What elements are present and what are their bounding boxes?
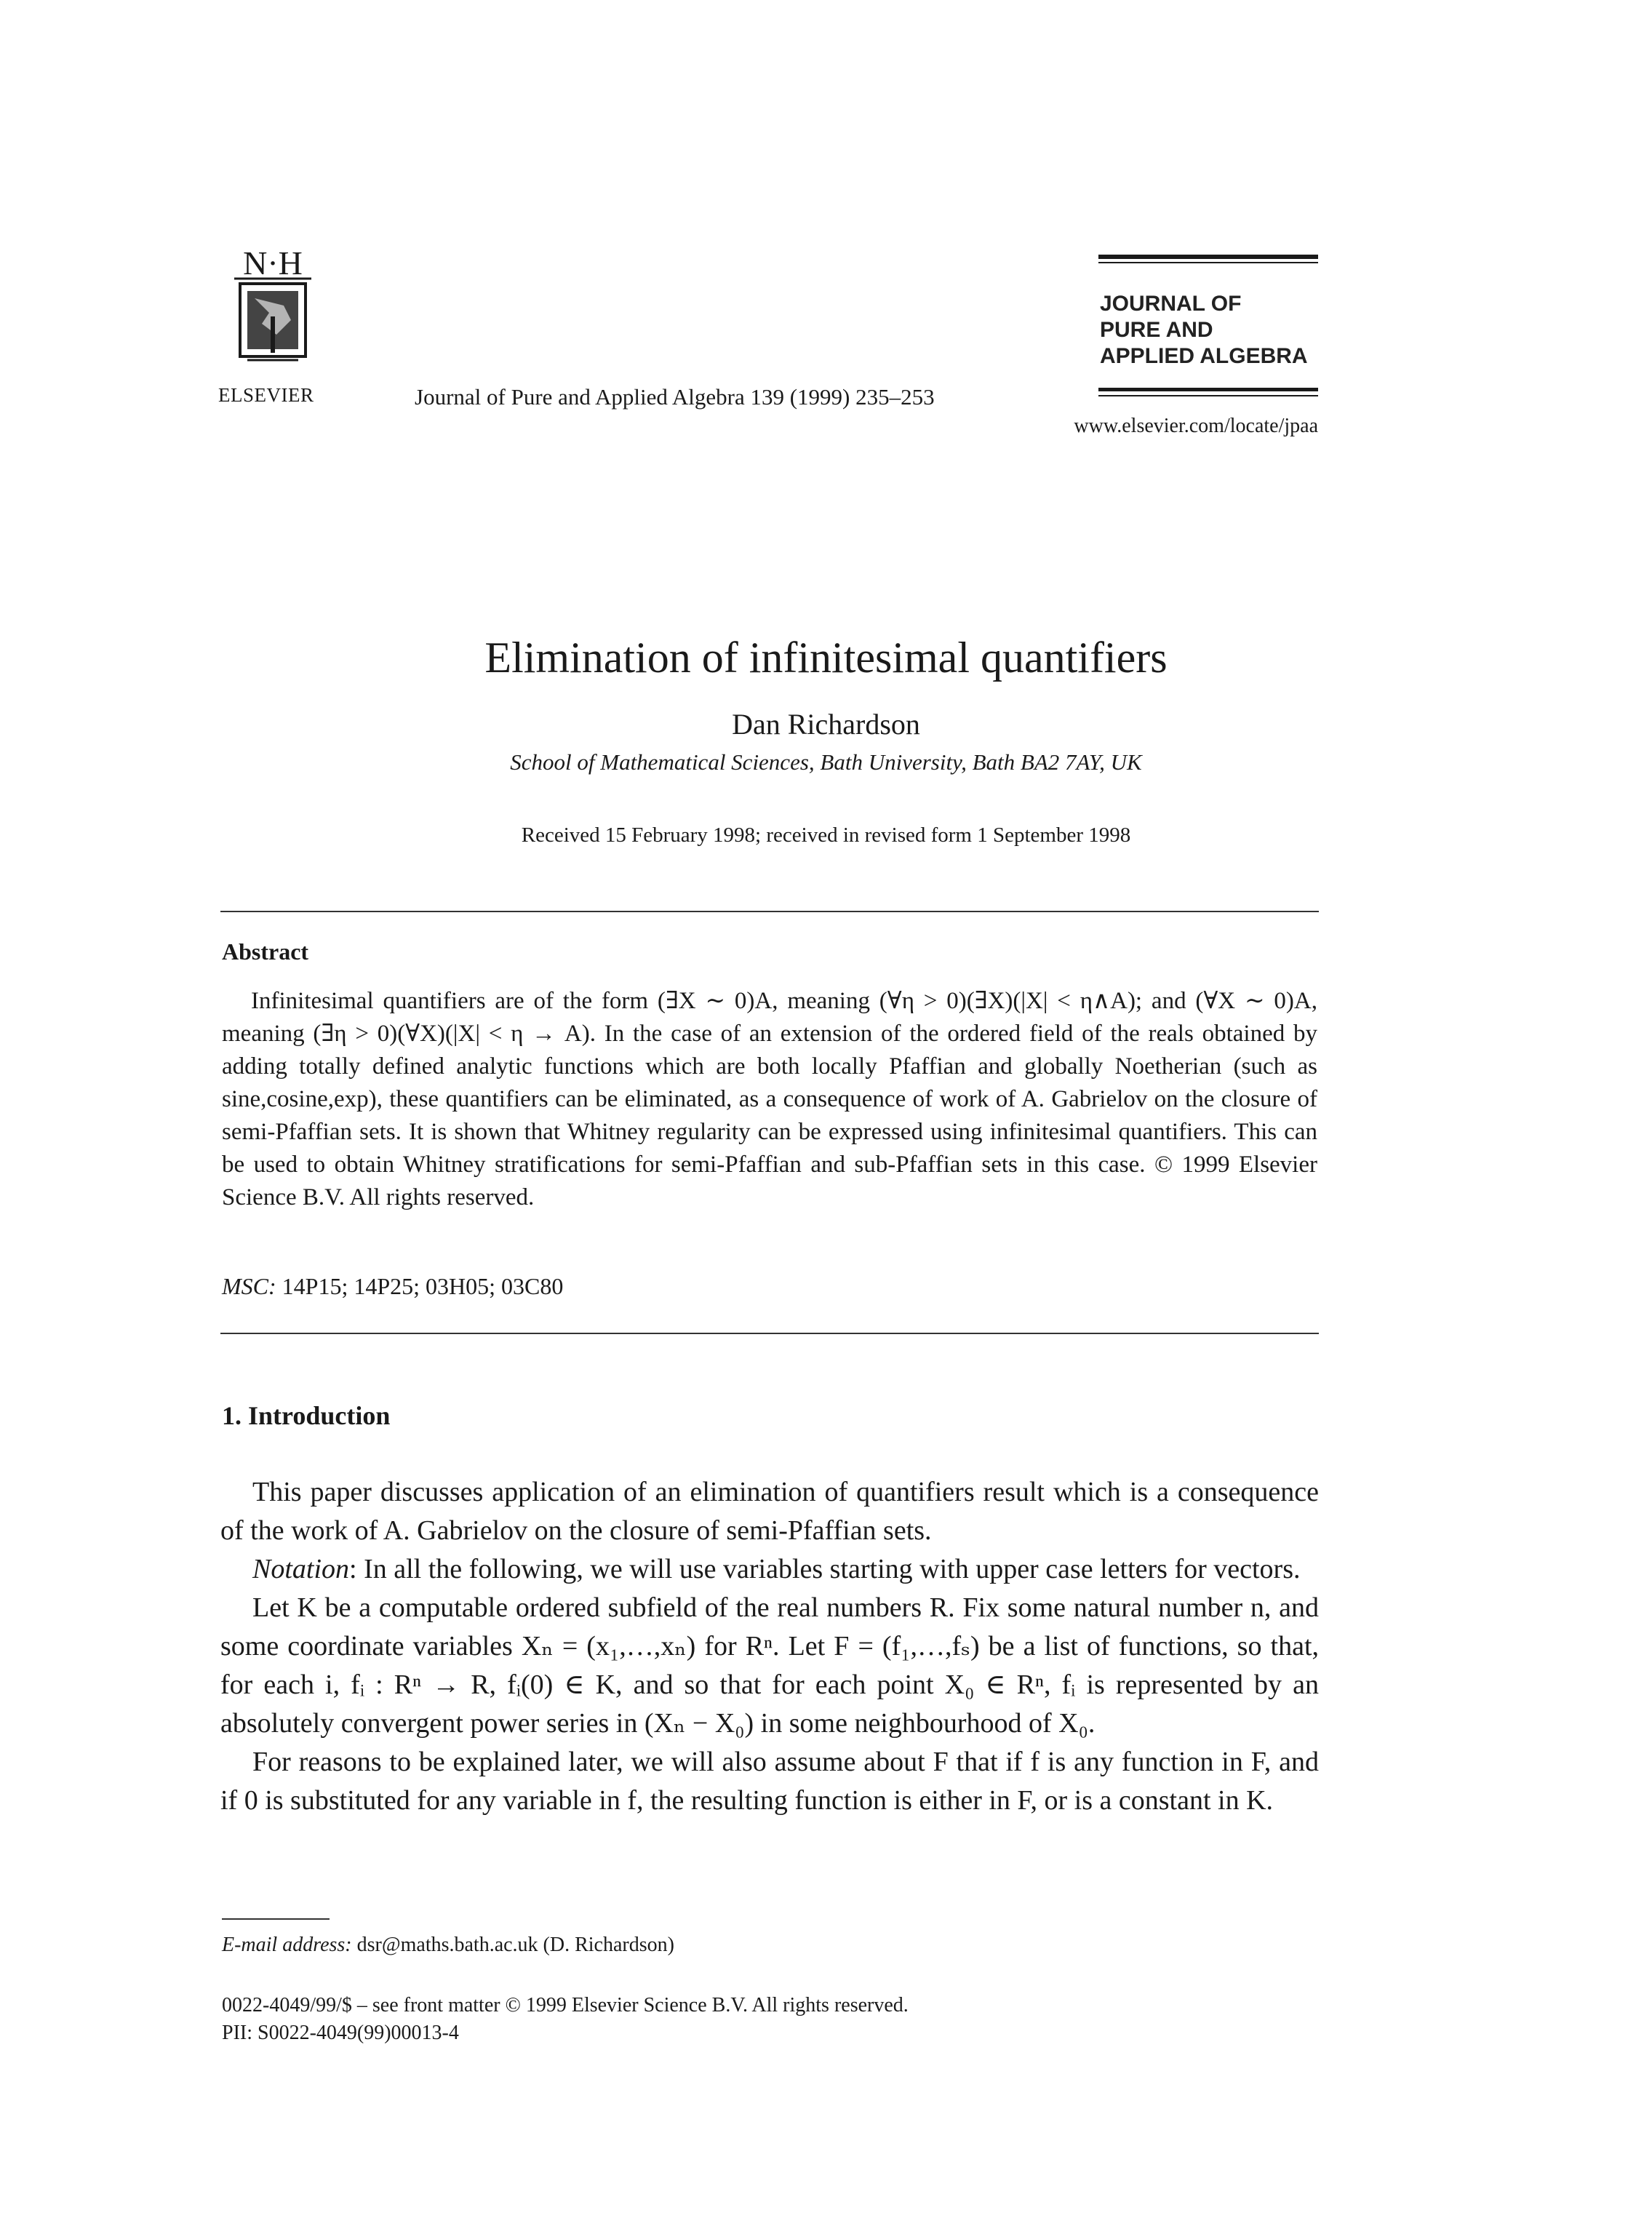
article-author: Dan Richardson <box>732 708 920 741</box>
abstract-text: Infinitesimal quantifiers are of the form (∃X ∼ 0)A, meaning (∀η > 0)(∃X)(|X| < η∧A); and (∀X ∼ 0)A, meaning (∃η > 0)(∀X)(|X| < η → A). In the case of an extension of the ordered field of the reals obtained by adding totally defined analytic functions which are both locally Pfaffian and globally Noetherian (such as sine,cosine,exp), these quantifiers can be eliminated, as a consequence of work of A. Gabrielov on the closure of semi-Pfaffian sets. It is shown that Whitney regularity can be expressed using infinitesimal quantifiers. This can be used to obtain Whitney stratifications for semi-Pfaffian and sub-Pfaffian sets in this case. © 1999 Elsevier Science B.V. All rights reserved. <box>222 988 1317 1210</box>
journal-name <box>1100 291 1308 370</box>
email-label: E-mail address: <box>222 1934 352 1956</box>
journal-url[interactable]: www.elsevier.com/locate/jpaa <box>1074 415 1318 437</box>
paragraph-1: This paper discusses application of an elimination of quantifiers result which is a consequence of the work of A. Gabrielov on the closure of semi-Pfaffian sets. <box>220 1477 1319 1546</box>
msc-codes-line <box>222 1273 563 1300</box>
author-affiliation: School of Mathematical Sciences, Bath University, Bath BA2 7AY, UK <box>510 749 1142 775</box>
journal-rule-top-thin <box>1098 262 1318 263</box>
abstract-rule-top <box>220 911 1319 912</box>
elsevier-tree-logo-icon <box>218 244 327 382</box>
email-footnote <box>222 1934 674 1957</box>
paragraph-4: For reasons to be explained later, we will also assume about F that if f is any function in F, and if 0 is substituted for any variable in f, the resulting function is either in F, or is a constant in K. <box>220 1747 1319 1816</box>
journal-name-line-2: PURE AND <box>1100 318 1213 342</box>
received-dates: Received 15 February 1998; received in revised form 1 September 1998 <box>521 823 1131 847</box>
journal-name-line-3: APPLIED ALGEBRA <box>1100 344 1308 368</box>
abstract-rule-bottom <box>220 1333 1319 1334</box>
copyright-block <box>222 1992 909 2047</box>
pii-line: PII: S0022-4049(99)00013-4 <box>222 2022 459 2044</box>
journal-rule-bottom <box>1098 388 1318 391</box>
elsevier-logo <box>218 244 327 382</box>
notation-label: Notation <box>252 1554 350 1584</box>
section-body <box>220 1473 1319 1820</box>
journal-name-line-1: JOURNAL OF <box>1100 292 1242 316</box>
logo-text: N·H <box>243 244 303 282</box>
msc-codes: 14P15; 14P25; 03H05; 03C80 <box>282 1273 564 1299</box>
journal-rule-top <box>1098 255 1318 259</box>
msc-label: MSC: <box>222 1273 276 1299</box>
journal-rule-bottom-thin <box>1098 395 1318 396</box>
article-title: Elimination of infinitesimal quantifiers <box>484 634 1168 682</box>
paragraph-2 <box>220 1550 1319 1589</box>
email-text[interactable]: dsr@maths.bath.ac.uk (D. Richardson) <box>356 1934 674 1956</box>
publisher-name: ELSEVIER <box>218 384 314 406</box>
section-heading: 1. Introduction <box>222 1401 391 1430</box>
abstract-heading: Abstract <box>222 938 309 965</box>
notation-text: : In all the following, we will use variables starting with upper case letters for vectors. <box>349 1554 1301 1584</box>
journal-citation: Journal of Pure and Applied Algebra 139 (1999) 235–253 <box>415 384 935 410</box>
paragraph-3: Let K be a computable ordered subfield of the real numbers R. Fix some natural number n, and some coordinate variables Xₙ = (x₁,…,xₙ) for Rⁿ. Let F = (f₁,…,fₛ) be a list of functions, so that, for each i, fᵢ : Rⁿ → R, fᵢ(0) ∈ K, and so that for each point X₀ ∈ Rⁿ, fᵢ is represented by an absolutely convergent power series in (Xₙ − X₀) in some neighbourhood of X₀. <box>220 1592 1319 1739</box>
copyright-line: 0022-4049/99/$ – see front matter © 1999 Elsevier Science B.V. All rights reserved. <box>222 1994 909 2016</box>
footnote-rule <box>222 1918 330 1920</box>
